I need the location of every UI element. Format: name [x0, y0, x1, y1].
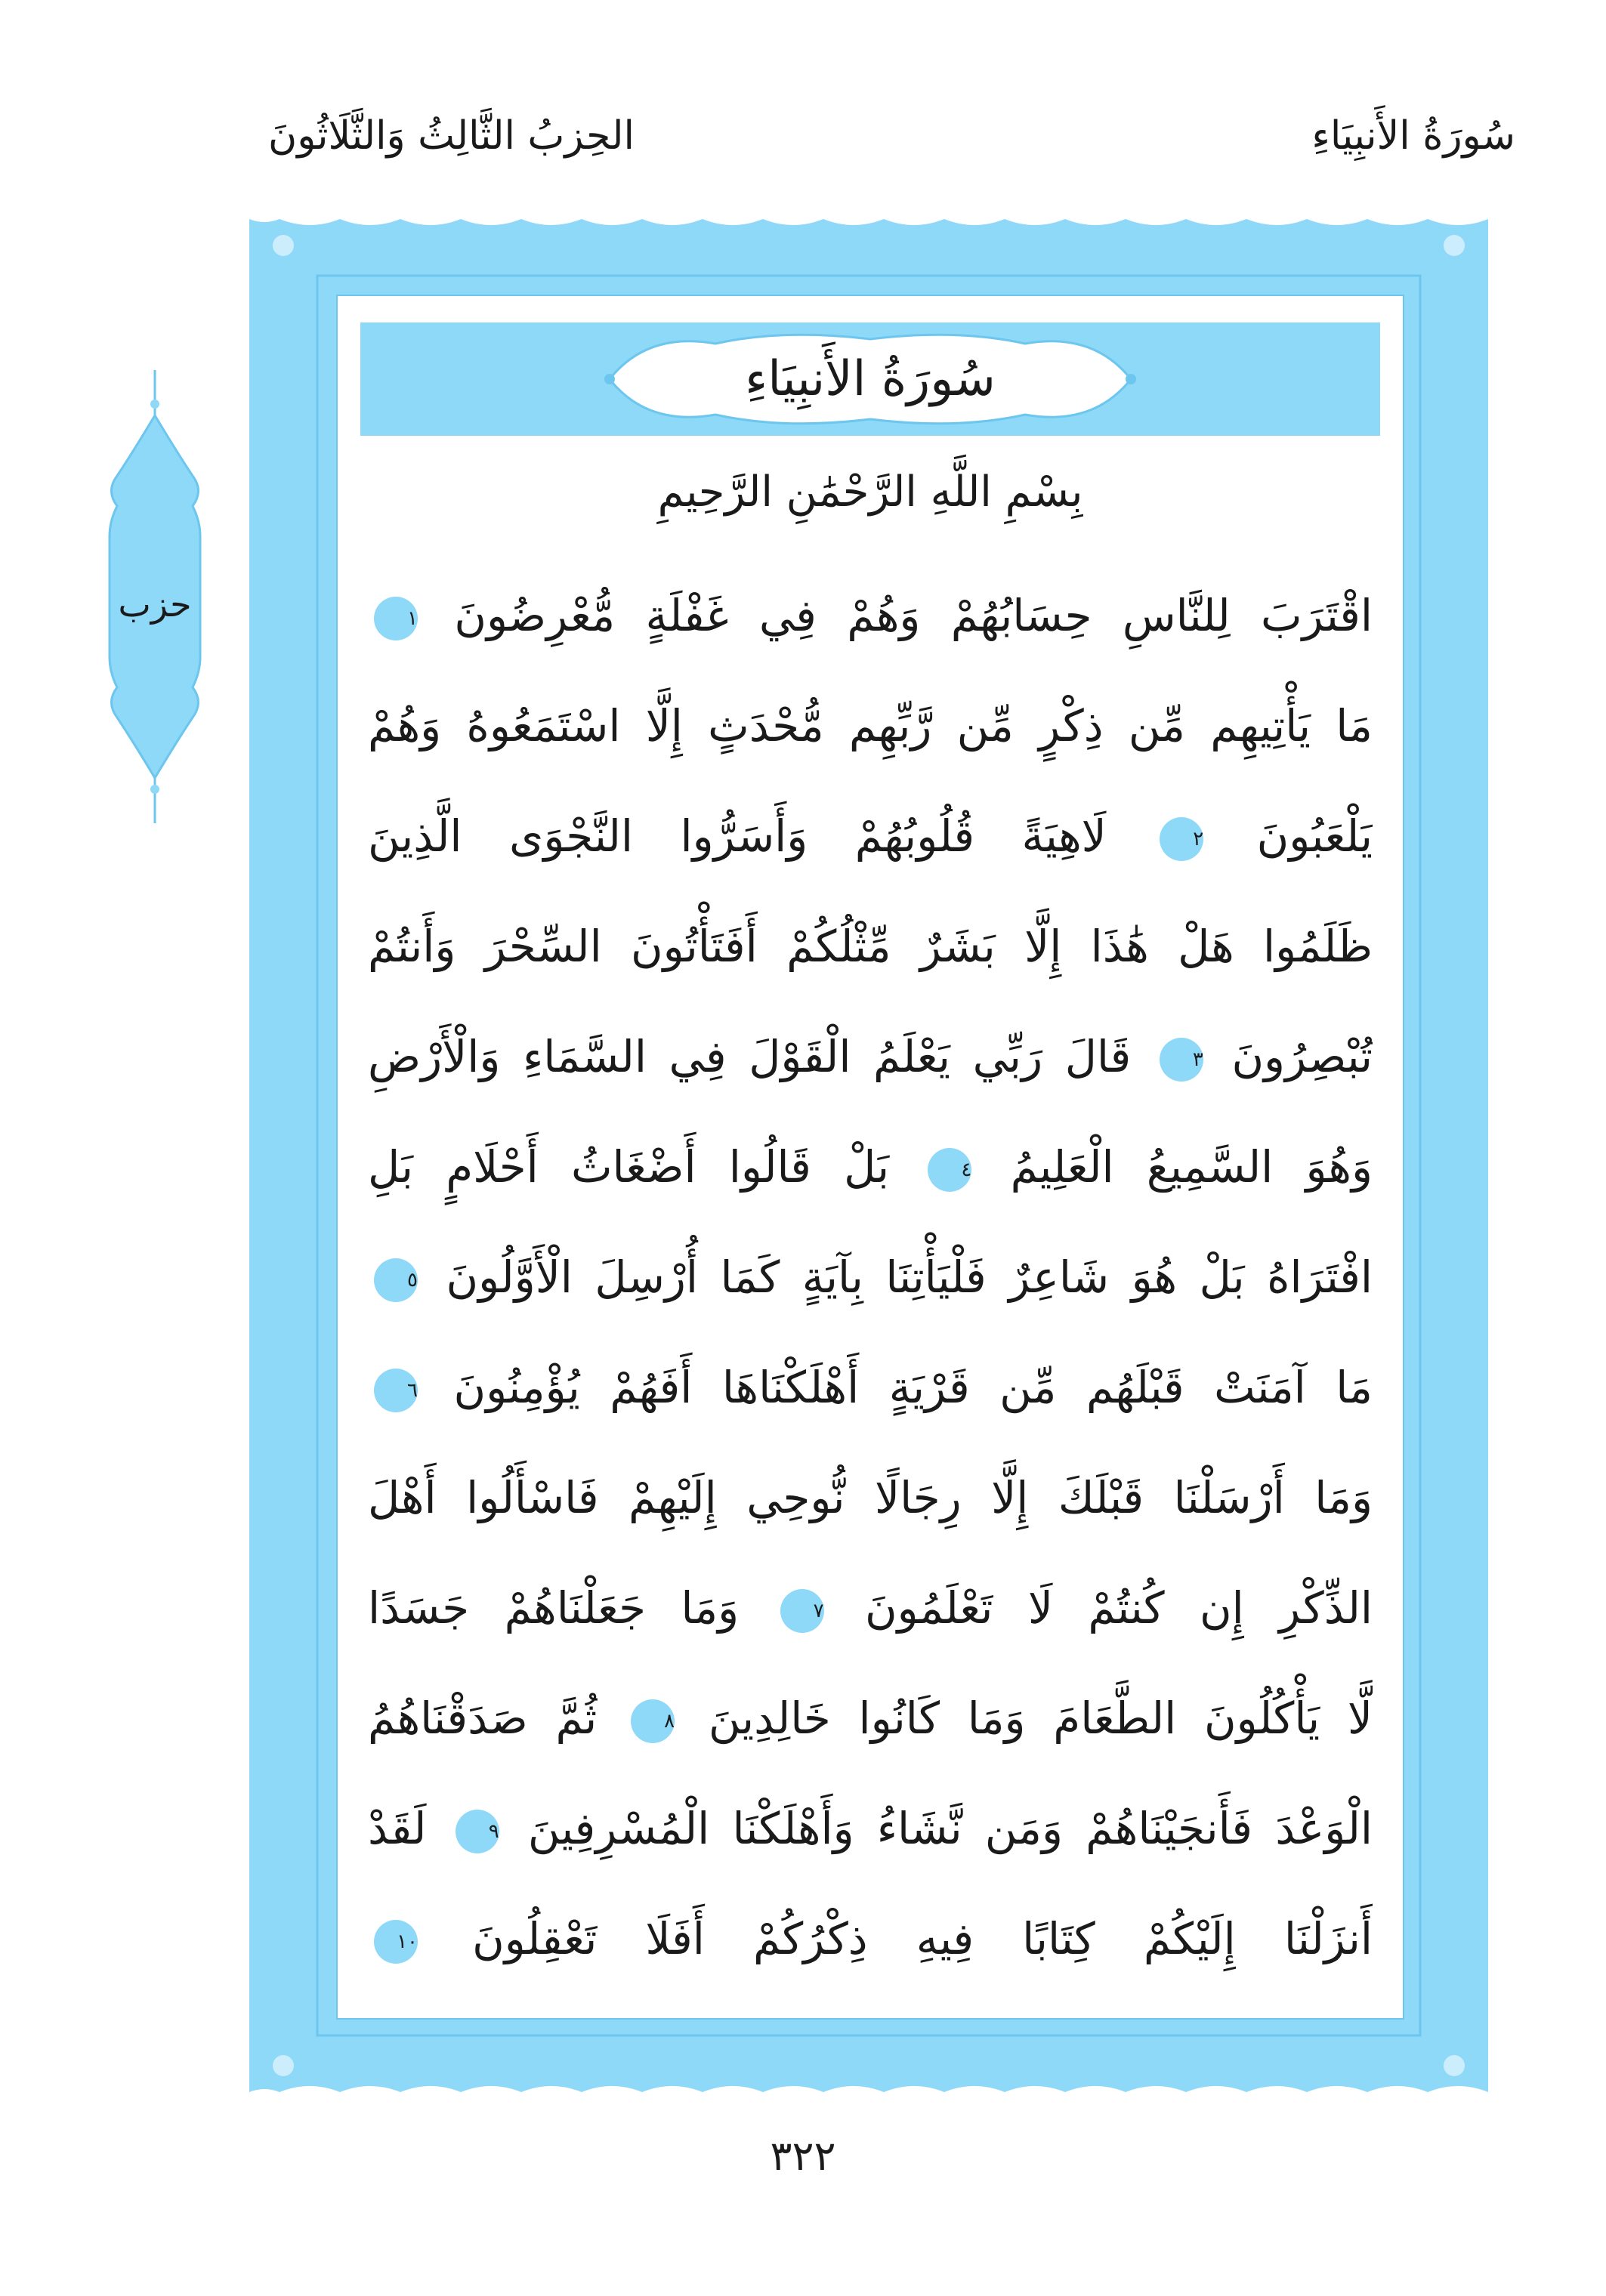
basmala: بِسْمِ اللَّهِ الرَّحْمَٰنِ الرَّحِيمِ	[657, 468, 1083, 517]
verse-text: ظَلَمُوا هَلْ هَٰذَا إِلَّا بَشَرٌ مِّثْلُكُمْ أَفَتَأْتُونَ السِّحْرَ وَأَنتُمْ	[368, 921, 1373, 972]
page-number: ٣٢٢	[770, 2132, 836, 2180]
verse-text: الذِّكْرِ إِن كُنتُمْ لَا تَعْلَمُونَ	[865, 1582, 1373, 1634]
verse-number-marker: ٤	[928, 1148, 971, 1192]
verse-line	[368, 560, 1373, 671]
verse-number-marker: ١	[374, 597, 418, 640]
verse-line	[368, 1332, 1373, 1443]
verse-number-marker: ٣	[1160, 1038, 1203, 1082]
verse-number-marker: ٦	[374, 1369, 418, 1412]
verse-text: مَا يَأْتِيهِم مِّن ذِكْرٍ مِّن رَّبِّهِم مُّحْدَثٍ إِلَّا اسْتَمَعُوهُ وَهُمْ	[368, 700, 1373, 751]
page-frame	[249, 211, 1488, 2100]
verse-text: يَلْعَبُونَ	[1256, 810, 1373, 862]
verse-text: لَاهِيَةً قُلُوبُهُمْ وَأَسَرُّوا النَّجْوَى الَّذِينَ	[368, 810, 1107, 862]
verse-number-marker: ٩	[456, 1810, 499, 1853]
verse-line	[368, 891, 1373, 1001]
verse-text: بَلْ قَالُوا أَضْغَاثُ أَحْلَامٍ بَلِ	[368, 1141, 890, 1193]
verse-line	[368, 1222, 1373, 1332]
verse-text: تُبْصِرُونَ	[1231, 1031, 1373, 1082]
verse-line	[368, 1663, 1373, 1773]
verse-text: مَا آمَنَتْ قَبْلَهُم مِّن قَرْيَةٍ أَهْلَكْنَاهَا أَفَهُمْ يُؤْمِنُونَ	[453, 1362, 1373, 1413]
verse-text: أَنزَلْنَا إِلَيْكُمْ كِتَابًا فِيهِ ذِكْرُكُمْ أَفَلَا تَعْقِلُونَ	[472, 1913, 1373, 1964]
verse-number-marker: ١٠	[374, 1920, 418, 1964]
verse-text: اقْتَرَبَ لِلنَّاسِ حِسَابُهُمْ وَهُمْ فِي غَفْلَةٍ مُّعْرِضُونَ	[454, 590, 1373, 641]
running-head-hizb-name: الحِزبُ الثَّالِثُ وَالثَّلَاثُونَ	[268, 113, 635, 159]
verse-line	[368, 1443, 1373, 1553]
verse-text: وَهُوَ السَّمِيعُ الْعَلِيمُ	[1010, 1141, 1373, 1193]
verse-number-marker: ٢	[1160, 817, 1203, 861]
verse-text: وَمَا أَرْسَلْنَا قَبْلَكَ إِلَّا رِجَالًا نُّوحِي إِلَيْهِمْ فَاسْأَلُوا أَهْلَ	[368, 1472, 1373, 1523]
verse-text: وَمَا جَعَلْنَاهُمْ جَسَدًا	[368, 1582, 740, 1634]
running-head-surah-name: سُورَةُ الأَنبِيَاءِ	[1311, 113, 1515, 159]
verse-text: لَقَدْ	[368, 1803, 427, 1854]
verse-line	[368, 1553, 1373, 1663]
verse-line	[368, 781, 1373, 891]
text-panel	[336, 295, 1404, 2020]
verse-line	[368, 1773, 1373, 1884]
surah-title: سُورَةُ الأَنبِيَاءِ	[745, 351, 996, 407]
verse-lines	[368, 560, 1373, 1994]
verse-number-marker: ٨	[631, 1699, 675, 1743]
surah-title-band	[360, 322, 1380, 436]
verse-number-marker: ٧	[780, 1589, 824, 1633]
verse-number-marker: ٥	[374, 1258, 418, 1302]
verse-text: افْتَرَاهُ بَلْ هُوَ شَاعِرٌ فَلْيَأْتِنَا بِآيَةٍ كَمَا أُرْسِلَ الْأَوَّلُونَ	[446, 1251, 1373, 1303]
hizb-marker-label: حزب	[118, 584, 192, 625]
verse-line	[368, 1001, 1373, 1112]
verse-text: قَالَ رَبِّي يَعْلَمُ الْقَوْلَ فِي السَّمَاءِ وَالْأَرْضِ	[368, 1031, 1132, 1082]
verse-line	[368, 671, 1373, 781]
verse-text: لَّا يَأْكُلُونَ الطَّعَامَ وَمَا كَانُوا خَالِدِينَ	[708, 1693, 1373, 1744]
verse-text: الْوَعْدَ فَأَنجَيْنَاهُمْ وَمَن نَّشَاءُ وَأَهْلَكْنَا الْمُسْرِفِينَ	[527, 1803, 1373, 1854]
verse-text: ثُمَّ صَدَقْنَاهُمُ	[368, 1693, 598, 1744]
verse-line	[368, 1884, 1373, 1994]
verse-line	[368, 1112, 1373, 1222]
